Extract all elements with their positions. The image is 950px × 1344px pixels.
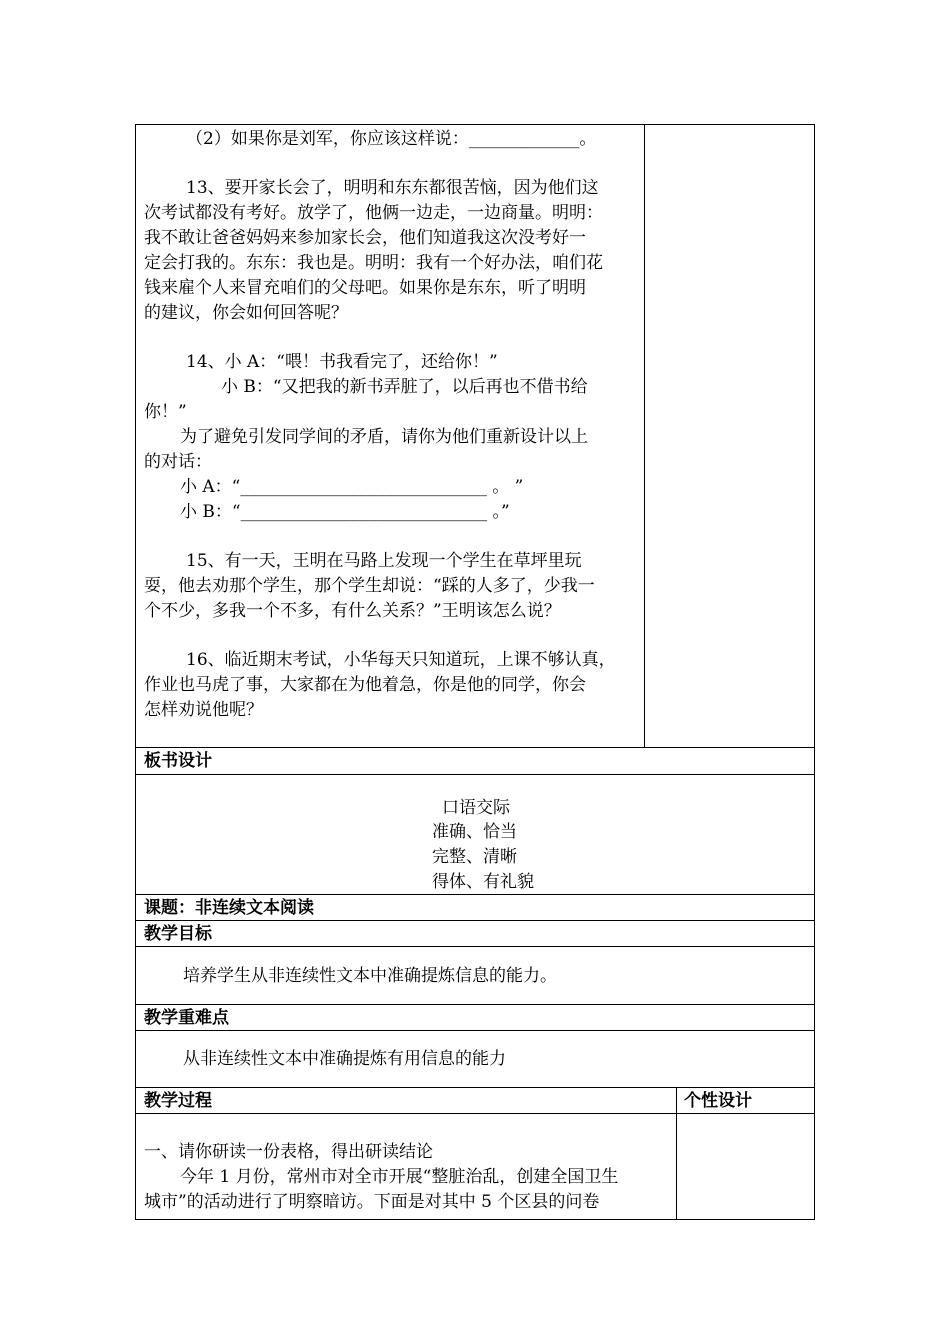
question-16-line: 16、临近期末考试，小华每天只知道玩，上课不够认真，	[186, 650, 616, 670]
process-line: 一、请你研读一份表格，得出研读结论	[144, 1142, 433, 1162]
answer-blank-b: 小 B：“_____________________________ 。”	[180, 502, 510, 522]
row-divider	[135, 946, 815, 947]
difficulty-heading: 教学重难点	[144, 1008, 229, 1028]
question-13-line: 13、要开家长会了，明明和东东都很苦恼，因为他们这	[186, 178, 599, 198]
column-divider-lower	[676, 1087, 677, 1220]
question-14-line: 你！”	[144, 402, 187, 422]
question-13-line: 次考试都没有考好。放学了，他俩一边走，一边商量。明明：	[144, 203, 603, 223]
table-border-top	[135, 124, 815, 125]
board-design-heading: 板书设计	[144, 751, 212, 771]
board-line: 完整、清晰	[432, 847, 517, 867]
question-13-line: 我不敢让爸爸妈妈来参加家长会，他们知道我这次没考好一	[144, 228, 586, 248]
lesson-topic: 课题：非连续文本阅读	[144, 898, 314, 918]
personal-design-heading: 个性设计	[684, 1091, 752, 1111]
process-line: 城市”的活动进行了明察暗访。下面是对其中 5 个区县的问卷	[144, 1192, 600, 1212]
question-14-line: 小 B：“又把我的新书弄脏了，以后再也不借书给	[221, 377, 588, 397]
question-12-part-2: （2）如果你是刘军，你应该这样说：_____________。	[186, 129, 597, 149]
row-divider	[135, 1004, 815, 1005]
row-divider	[135, 1030, 815, 1031]
difficulty-text: 从非连续性文本中准确提炼有用信息的能力	[183, 1049, 506, 1069]
question-13-line: 的建议，你会如何回答呢？	[144, 303, 348, 323]
row-divider	[135, 774, 815, 775]
row-divider	[135, 1087, 815, 1088]
teaching-goal-heading: 教学目标	[144, 924, 212, 944]
question-14-line: 为了避免引发同学间的矛盾，请你为他们重新设计以上	[180, 427, 588, 447]
column-divider-upper	[644, 124, 645, 748]
question-15-line: 耍，他去劝那个学生，那个学生却说：“踩的人多了，少我一	[144, 576, 595, 596]
board-line: 准确、恰当	[432, 822, 517, 842]
table-border-bottom	[135, 1219, 815, 1220]
table-border-left	[135, 124, 136, 1220]
question-15-line: 15、有一天，王明在马路上发现一个学生在草坪里玩	[186, 551, 582, 571]
teaching-goal-text: 培养学生从非连续性文本中准确提炼信息的能力。	[183, 966, 557, 986]
board-line: 得体、有礼貌	[432, 872, 534, 892]
question-15-line: 个不少，多我一个不多，有什么关系？”王明该怎么说？	[144, 601, 561, 621]
process-line: 今年 1 月份，常州市对全市开展“整脏治乱，创建全国卫生	[180, 1167, 619, 1187]
question-16-line: 作业也马虎了事，大家都在为他着急，你是他的同学，你会	[144, 675, 586, 695]
question-13-line: 定会打我的。东东：我也是。明明：我有一个好办法，咱们花	[144, 253, 603, 273]
teaching-process-heading: 教学过程	[144, 1091, 212, 1111]
board-line: 口语交际	[442, 798, 510, 818]
question-14-line: 的对话：	[144, 452, 212, 472]
question-16-line: 怎样劝说他呢？	[144, 700, 263, 720]
answer-blank-a: 小 A：“_____________________________ 。 ”	[180, 477, 524, 497]
question-13-line: 钱来雇个人来冒充咱们的父母吧。如果你是东东，听了明明	[144, 278, 586, 298]
row-divider	[135, 747, 815, 748]
table-border-right	[814, 124, 815, 1220]
question-14-line: 14、小 A：“喂！书我看完了，还给你！”	[186, 352, 498, 372]
